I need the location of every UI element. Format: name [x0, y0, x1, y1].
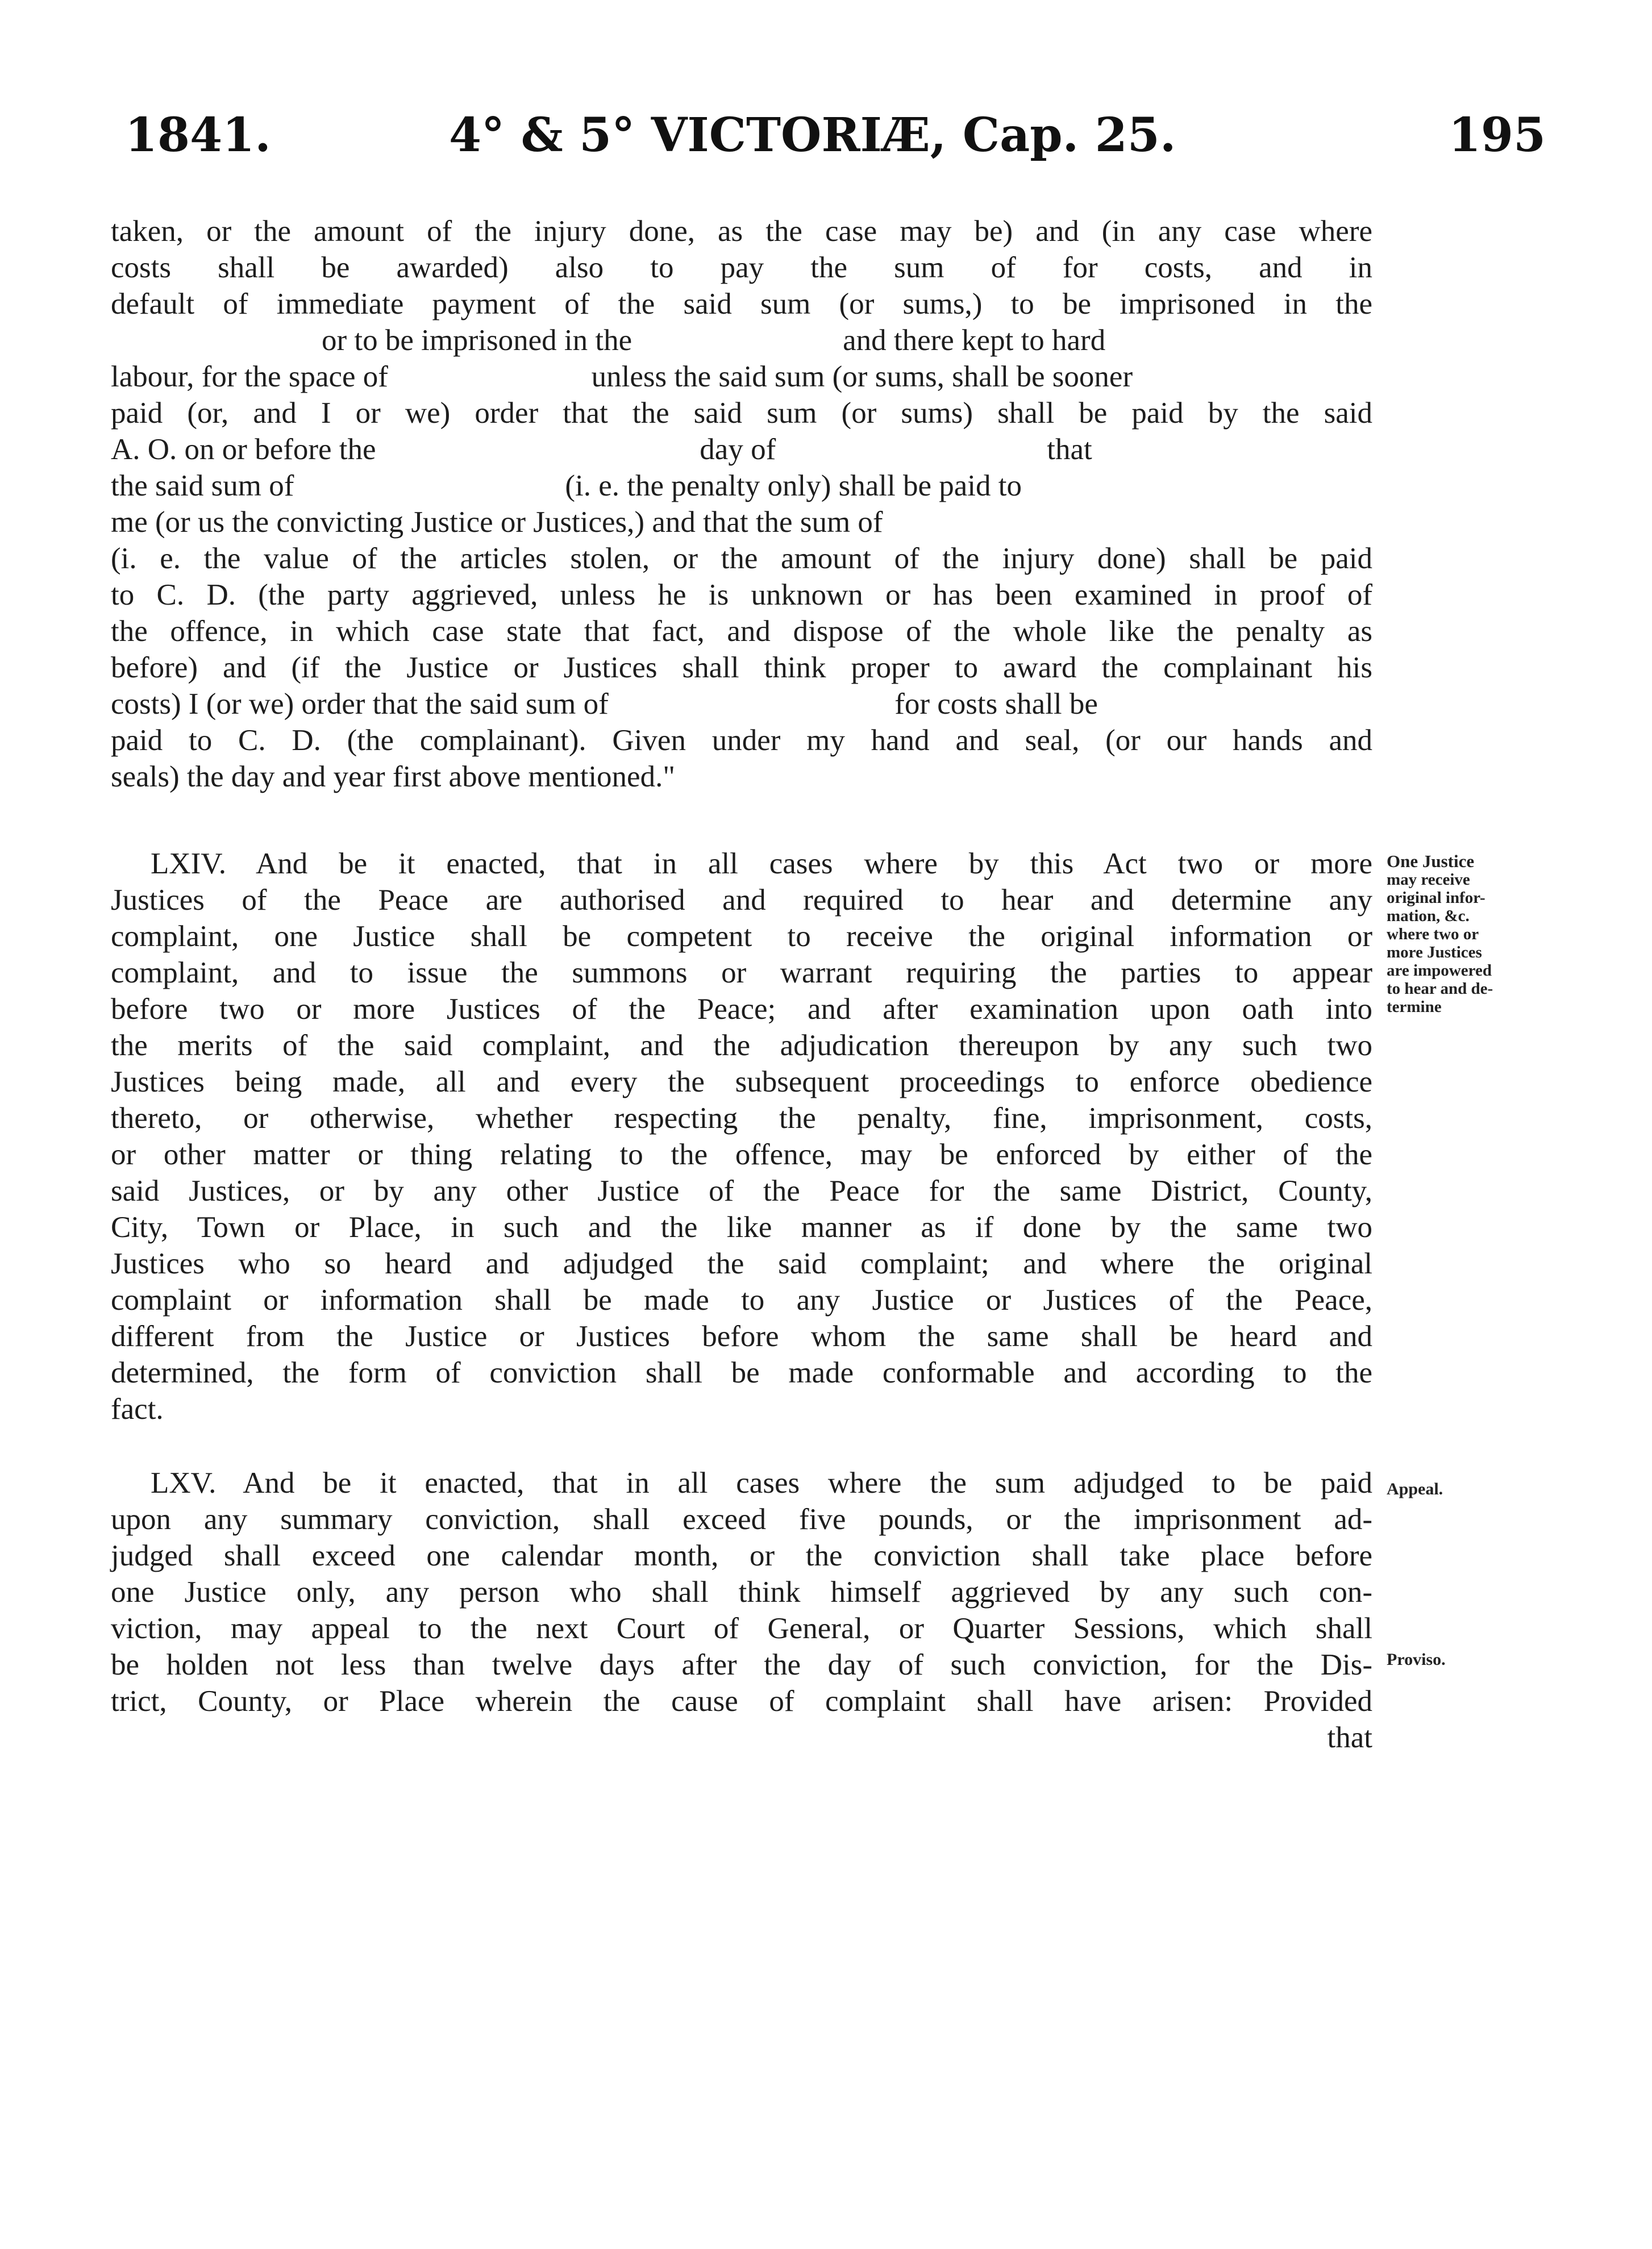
- text-line: the offence, in which case state that fact, and dispose of the whole like the penalty as: [111, 615, 1372, 648]
- text-line: one Justice only, any person who shall think himself aggrieved by any such con-: [111, 1576, 1372, 1609]
- section-lxv: [111, 1465, 1372, 1756]
- text-line: upon any summary conviction, shall exceed five pounds, or the imprisonment ad-: [111, 1503, 1372, 1536]
- text-line: LXIV. And be it enacted, that in all cases where by this Act two or more: [151, 847, 1372, 880]
- text-line: A. O. on or before the day of that: [111, 433, 1092, 466]
- margin-note-one-justice: [1387, 852, 1529, 1016]
- text-line: paid to C. D. (the complainant). Given under my hand and seal, (or our hands and: [111, 724, 1372, 757]
- text-line: or other matter or thing relating to the offence, may be enforced by either of the: [111, 1138, 1372, 1171]
- header-title: 4° & 5° VICTORIÆ, Cap. 25.: [449, 108, 1176, 163]
- text-line: (i. e. the value of the articles stolen, or the amount of the injury done) shall be paid: [111, 542, 1372, 575]
- text-line: said Justices, or by any other Justice of the Peace for the same District, County,: [111, 1175, 1372, 1207]
- text-line: LXV. And be it enacted, that in all cases where the sum adjudged to be paid: [151, 1467, 1372, 1500]
- margin-note-line: may receive: [1387, 871, 1470, 889]
- margin-note-line: are impowered: [1387, 961, 1492, 980]
- running-header: [125, 108, 1546, 170]
- text-line: the merits of the said complaint, and the adjudication thereupon by any such two: [111, 1029, 1372, 1062]
- text-line: thereto, or otherwise, whether respecting the penalty, fine, imprisonment, costs,: [111, 1102, 1372, 1135]
- text-line: me (or us the convicting Justice or Justices,) and that the sum of: [111, 506, 883, 539]
- text-line: fact.: [111, 1393, 164, 1426]
- text-line: be holden not less than twelve days after the day of such conviction, for the Dis-: [111, 1648, 1372, 1681]
- margin-note-line: to hear and de-: [1387, 980, 1493, 998]
- text-line: the said sum of (i. e. the penalty only) shall be paid to: [111, 469, 1022, 502]
- catchword: that: [1327, 1721, 1372, 1754]
- text-line: Justices who so heard and adjudged the said complaint; and where the original: [111, 1247, 1372, 1280]
- page-number: 195: [1448, 108, 1546, 163]
- text-line: to C. D. (the party aggrieved, unless he is unknown or has been examined in proof of: [111, 578, 1372, 611]
- text-line: different from the Justice or Justices before whom the same shall be heard and: [111, 1320, 1372, 1353]
- text-line: complaint, and to issue the summons or warrant requiring the parties to appear: [111, 956, 1372, 989]
- margin-note-line: original infor-: [1387, 889, 1485, 907]
- text-line: City, Town or Place, in such and the like manner as if done by the same two: [111, 1211, 1372, 1244]
- text-line: labour, for the space of unless the said sum (or sums, shall be sooner: [111, 360, 1133, 393]
- text-line: before) and (if the Justice or Justices shall think proper to award the complainant his: [111, 651, 1372, 684]
- text-line: before two or more Justices of the Peace; and after examination upon oath into: [111, 993, 1372, 1026]
- margin-note-line: One Justice: [1387, 851, 1475, 871]
- text-line: complaint or information shall be made to any Justice or Justices of the Peace,: [111, 1284, 1372, 1317]
- text-line: viction, may appeal to the next Court of General, or Quarter Sessions, which shall: [111, 1612, 1372, 1645]
- margin-note-line: termine: [1387, 998, 1442, 1016]
- text-line: determined, the form of conviction shall be made conformable and according to the: [111, 1356, 1372, 1389]
- text-line: trict, County, or Place wherein the cause of complaint shall have arisen: Provided: [111, 1685, 1372, 1718]
- text-line: complaint, one Justice shall be competent to receive the original information or: [111, 920, 1372, 953]
- form-continuation-paragraph: [111, 213, 1372, 795]
- text-line: costs shall be awarded) also to pay the sum of for costs, and in: [111, 251, 1372, 284]
- text-line: Justices of the Peace are authorised and required to hear and determine any: [111, 884, 1372, 917]
- header-year: 1841.: [125, 108, 271, 163]
- text-line: taken, or the amount of the injury done, as the case may be) and (in any case where: [111, 215, 1372, 248]
- text-line: seals) the day and year first above mentioned.": [111, 760, 675, 793]
- margin-note-line: more Justices: [1387, 943, 1482, 961]
- text-line: default of immediate payment of the said sum (or sums,) to be imprisoned in the: [111, 288, 1372, 320]
- margin-note-line: where two or: [1387, 925, 1479, 943]
- text-line: paid (or, and I or we) order that the said sum (or sums) shall be paid by the said: [111, 397, 1372, 430]
- margin-note-proviso: Proviso.: [1387, 1650, 1446, 1669]
- text-line: or to be imprisoned in the and there kept to hard: [111, 324, 1106, 357]
- text-line: Justices being made, all and every the subsequent proceedings to enforce obedience: [111, 1065, 1372, 1098]
- section-lxiv: [111, 846, 1372, 1427]
- text-line: judged shall exceed one calendar month, or the conviction shall take place before: [111, 1539, 1372, 1572]
- margin-note-line: mation, &c.: [1387, 907, 1470, 925]
- text-line: costs) I (or we) order that the said sum of for costs shall be: [111, 688, 1098, 720]
- margin-note-appeal: Appeal.: [1387, 1480, 1443, 1498]
